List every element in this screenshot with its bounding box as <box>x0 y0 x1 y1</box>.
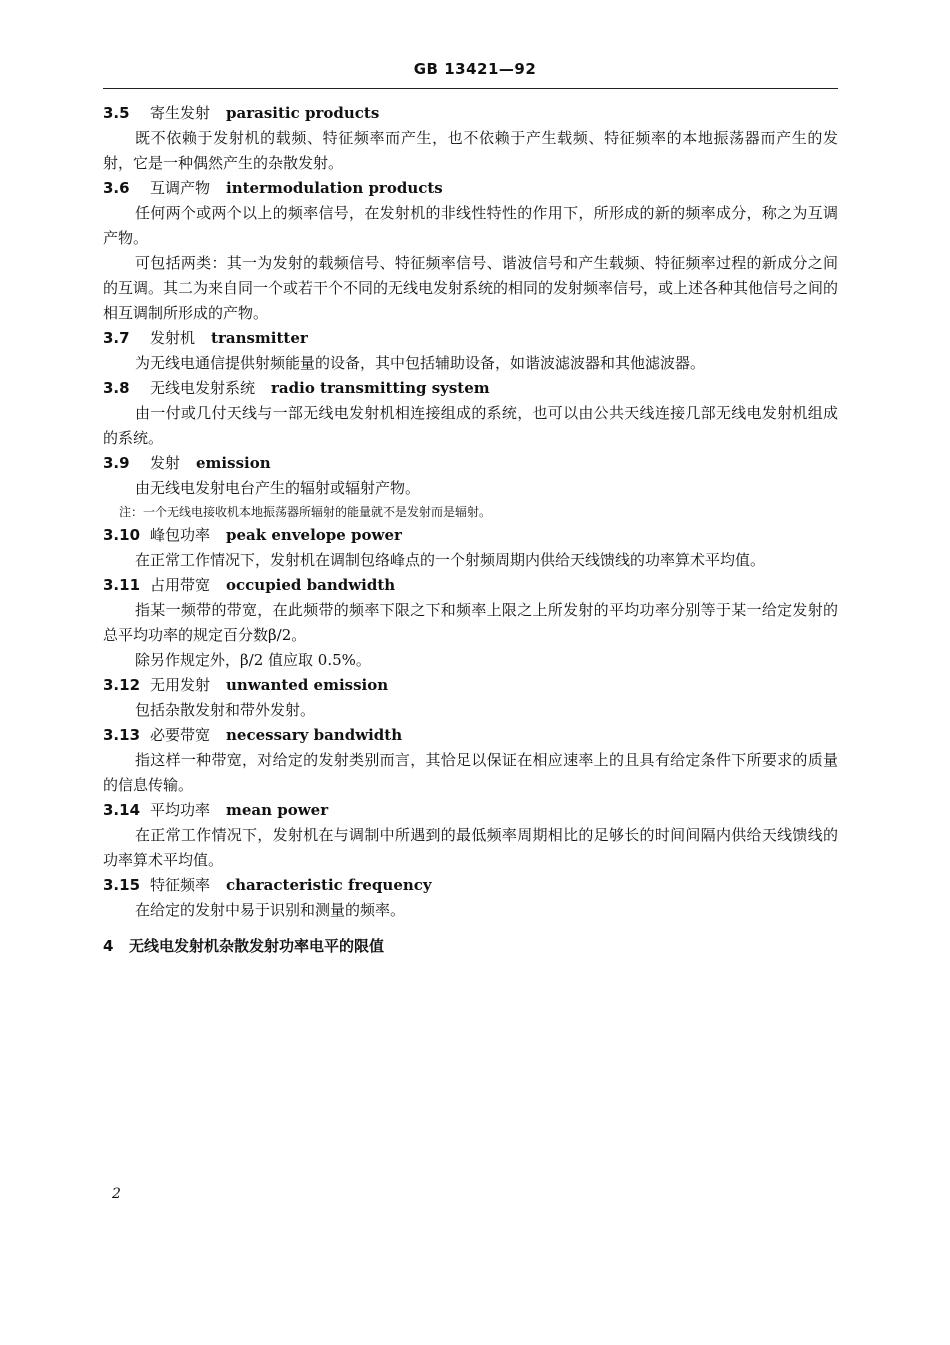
clause-3-13 <box>103 723 838 798</box>
document-body <box>103 101 838 959</box>
definition-paragraph: 指某一频带的带宽，在此频带的频率下限之下和频率上限之上所发射的平均功率分别等于某一给定发射的总平均功率的规定百分数β/2。 <box>103 601 838 644</box>
clause-3-14 <box>103 798 838 873</box>
term-english: radio transmitting system <box>271 379 490 397</box>
clause-number: 3.11 <box>103 576 141 594</box>
term-chinese: 无用发射 <box>150 676 211 694</box>
term-english: parasitic products <box>226 104 380 122</box>
clause-3-7 <box>103 326 838 376</box>
clause-3-8 <box>103 376 838 451</box>
clause-3-12 <box>103 673 838 723</box>
clause-number: 3.10 <box>103 526 141 544</box>
term-english: emission <box>196 454 271 472</box>
page-number: 2 <box>112 1186 121 1202</box>
clause-3-5 <box>103 101 838 176</box>
term-chinese: 占用带宽 <box>150 576 211 594</box>
term-heading <box>103 176 838 201</box>
clause-number: 3.12 <box>103 676 141 694</box>
clause-number: 3.13 <box>103 726 141 744</box>
term-heading <box>103 376 838 401</box>
term-heading <box>103 451 838 476</box>
definition-paragraph: 为无线电通信提供射频能量的设备，其中包括辅助设备，如谐波滤波器和其他滤波器。 <box>135 354 706 372</box>
clause-number: 3.5 <box>103 104 130 122</box>
definition-paragraph: 包括杂散发射和带外发射。 <box>135 701 316 719</box>
term-chinese: 平均功率 <box>150 801 211 819</box>
term-english: unwanted emission <box>226 676 389 694</box>
term-chinese: 寄生发射 <box>150 104 211 122</box>
term-chinese: 必要带宽 <box>150 726 211 744</box>
clause-number: 3.9 <box>103 454 130 472</box>
definition-paragraph: 由一付或几付天线与一部无线电发射机相连接组成的系统，也可以由公共天线连接几部无线电发射机组成的系统。 <box>103 404 838 447</box>
clause-3-11 <box>103 573 838 673</box>
clause-number: 3.15 <box>103 876 141 894</box>
term-chinese: 无线电发射系统 <box>150 379 256 397</box>
chapter-number: 4 <box>103 937 114 955</box>
term-heading <box>103 573 838 598</box>
definition-paragraph: 任何两个或两个以上的频率信号，在发射机的非线性特性的作用下，所形成的新的频率成分，称之为互调产物。 <box>103 204 838 247</box>
term-english: transmitter <box>211 329 308 347</box>
term-heading <box>103 326 838 351</box>
page-header: GB 13421—92 <box>413 60 537 78</box>
clause-number: 3.6 <box>103 179 130 197</box>
clause-number: 3.8 <box>103 379 130 397</box>
term-english: peak envelope power <box>226 526 402 544</box>
clause-3-6 <box>103 176 838 326</box>
term-chinese: 互调产物 <box>150 179 211 197</box>
term-english: characteristic frequency <box>226 876 432 894</box>
clause-note: 注：一个无线电接收机本地振荡器所辐射的能量就不是发射而是辐射。 <box>119 505 492 519</box>
definition-paragraph: 可包括两类：其一为发射的载频信号、特征频率信号、谐波信号和产生载频、特征频率过程的新成分之间的互调。其二为来自同一个或若干个不同的无线电发射系统的相同的发射频率信号，或上述各种其他信号之间的相互调制所形成的产物。 <box>103 254 839 322</box>
clause-number: 3.14 <box>103 801 141 819</box>
chapter-heading <box>103 934 838 959</box>
clause-3-15 <box>103 873 838 923</box>
term-chinese: 发射机 <box>150 329 196 347</box>
definition-paragraph: 除另作规定外，β/2 值应取 0.5%。 <box>135 651 371 669</box>
definition-paragraph: 由无线电发射电台产生的辐射或辐射产物。 <box>135 479 421 497</box>
definition-paragraph: 在正常工作情况下，发射机在调制包络峰点的一个射频周期内供给天线馈线的功率算术平均值。 <box>135 551 766 569</box>
term-heading <box>103 101 838 126</box>
definition-paragraph: 在正常工作情况下，发射机在与调制中所遇到的最低频率周期相比的足够长的时间间隔内供给天线馈线的功率算术平均值。 <box>103 826 838 869</box>
clause-3-10 <box>103 523 838 573</box>
term-english: necessary bandwidth <box>226 726 403 744</box>
term-english: intermodulation products <box>226 179 443 197</box>
term-english: occupied bandwidth <box>226 576 396 594</box>
term-heading <box>103 523 838 548</box>
term-chinese: 发射 <box>150 454 181 472</box>
term-chinese: 特征频率 <box>150 876 211 894</box>
term-chinese: 峰包功率 <box>150 526 211 544</box>
term-heading <box>103 798 838 823</box>
term-heading <box>103 873 838 898</box>
term-heading <box>103 723 838 748</box>
definition-paragraph: 指这样一种带宽，对给定的发射类别而言，其恰足以保证在相应速率上的且具有给定条件下所要求的质量的信息传输。 <box>103 751 838 794</box>
clause-3-9 <box>103 451 838 523</box>
definition-paragraph: 既不依赖于发射机的载频、特征频率而产生，也不依赖于产生载频、特征频率的本地振荡器而产生的发射，它是一种偶然产生的杂散发射。 <box>103 129 838 172</box>
definition-paragraph: 在给定的发射中易于识别和测量的频率。 <box>135 901 406 919</box>
term-english: mean power <box>226 801 329 819</box>
header-rule <box>103 88 838 89</box>
chapter-title: 无线电发射机杂散发射功率电平的限值 <box>129 937 385 955</box>
term-heading <box>103 673 838 698</box>
clause-number: 3.7 <box>103 329 130 347</box>
